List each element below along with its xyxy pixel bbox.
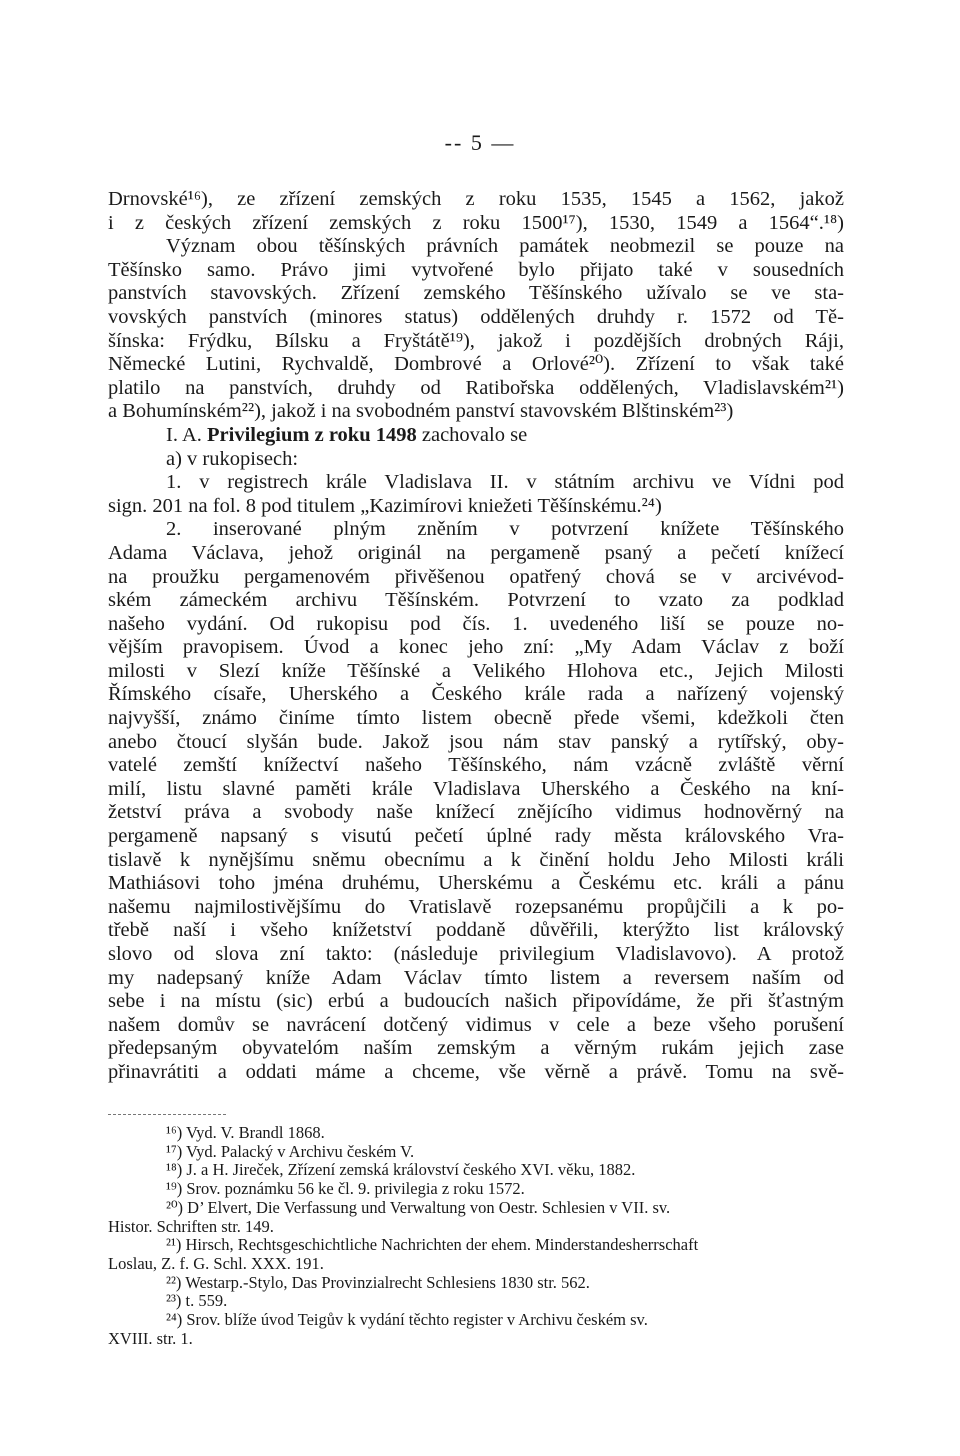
item-2-line: předepsaným obyvatelóm naším zemským a věrným rukám jejich zase bbox=[108, 1037, 844, 1060]
footnote-continuation: Loslau, Z. f. G. Schl. XXX. 191. bbox=[108, 1253, 324, 1273]
item-2-line: našeho vydání. Od rukopisu pod čís. 1. uvedeného liší se pouze no- bbox=[108, 612, 844, 635]
subheading-manuscripts: a) v rukopisech: bbox=[166, 447, 299, 470]
item-2-line: najvyšší, známo činíme tímto listem obecně přede všemi, kdežkoli čten bbox=[108, 707, 844, 730]
footnote: ¹⁶) Vyd. V. Brandl 1868. bbox=[166, 1123, 325, 1142]
item-2-line: milosti v Slezí kníže Těšínské a Velikého Hlohova etc., Jejich Milosti bbox=[108, 659, 844, 682]
item-2-line: Římského císaře, Uherského a Českého krále rada a nařízený vojenský bbox=[108, 683, 844, 706]
footnote: ¹⁷) Vyd. Palacký v Archivu českém V. bbox=[166, 1141, 415, 1161]
text-line: platilo na panstvích, druhdy od Ratibořska oddělených, Vladislavském²¹) bbox=[108, 376, 844, 399]
item-2-line: milí, listu slavné paměti krále Vladislava Uherského a Českého na kní- bbox=[108, 777, 844, 800]
text-line: i z českých zřízení zemských z roku 1500¹⁷), 1530, 1549 a 1564“.¹⁸) bbox=[108, 211, 844, 234]
heading-title: Privilegium z roku 1498 bbox=[207, 423, 417, 446]
item-2-line: žetství práva a svobody naše knížecí znějícího vidimus hodnověrný na bbox=[108, 801, 844, 824]
footnote: ²¹) Hirsch, Rechtsgeschichtliche Nachrichten der ehem. Minderstandesherrschaft bbox=[166, 1235, 699, 1255]
item-2-line: vějším pravopisem. Úvod a konec jeho zní: „My Adam Václav z boží bbox=[108, 636, 844, 659]
text-line: Německé Lutini, Rychvaldě, Dombrové a Orlové²⁰). Zřízení to však také bbox=[108, 353, 844, 376]
footnote-divider bbox=[108, 1114, 226, 1115]
item-2-line: našem domův se navrácení dotčený vidimus v cele a beze všeho porušení bbox=[108, 1013, 844, 1036]
item-2-line: pergameně napsaný s visutú pečetí úplné rady města královského Vra- bbox=[108, 825, 844, 848]
item-1-line: sign. 201 na fol. 8 pod titulem „Kazimírovi kniežeti Těšínskému.²⁴) bbox=[108, 494, 662, 517]
item-2-line: třebě naší i všeho knížetství poddaně důvěřili, kterýžto list královský bbox=[108, 919, 844, 942]
text-line: panstvích stavovských. Zřízení zemského Těšínského užívalo se ve sta- bbox=[108, 282, 844, 305]
item-2-line: na proužku pergamenovém přivěšenou opatřený chová se v arcivévod- bbox=[108, 565, 844, 588]
text-line: a Bohumínském²²), jakož i na svobodném panství stavovském Blštinském²³) bbox=[108, 400, 734, 423]
footnote: ²²) Westarp.-Stylo, Das Provinzialrecht Schlesiens 1830 str. 562. bbox=[166, 1272, 590, 1292]
item-2-line: my nadepsaný kníže Adam Václav tímto listem a reversem naším od bbox=[108, 966, 844, 989]
item-2-line: tislavě k nynějšímu sněmu obecnímu a k činění holdu Jeho Milosti králi bbox=[108, 848, 844, 871]
text-line: vovských panstvích (minores status) oddělených druhdy r. 1572 od Tě- bbox=[108, 305, 844, 328]
text-line: Těšínsko samo. Právo jimi vytvořené bylo přijato také v sousedních bbox=[108, 258, 844, 281]
footnotes bbox=[108, 1124, 844, 1348]
footnote-continuation: Histor. Schriften str. 149. bbox=[108, 1216, 274, 1236]
footnote: ¹⁸) J. a H. Jireček, Zřízení zemská království českého XVI. věku, 1882. bbox=[166, 1160, 636, 1180]
footnote: ¹⁹) Srov. poznámku 56 ke čl. 9. privilegia z roku 1572. bbox=[166, 1179, 525, 1199]
footnote: ²⁰) D’ Elvert, Die Verfassung und Verwaltung von Oestr. Schlesien v VII. sv. bbox=[166, 1197, 671, 1217]
item-2-line: vatelé zemští knížectví našeho Těšínského, nám vzácně zvláště věrní bbox=[108, 754, 844, 777]
item-2-line: přinavrátiti a oddati máme a chceme, vše věrně a právě. Tomu na svě- bbox=[108, 1060, 844, 1083]
item-2-line: Mathiásovi toho jména druhému, Uherskému a Českému etc. králi a pánu bbox=[108, 872, 844, 895]
page-number: -- 5 — bbox=[444, 130, 516, 155]
item-2-line: 2. inserované plným zněním v potvrzení knížete Těšínského bbox=[166, 518, 844, 541]
item-2-line: sebe i na místu (sic) erbú a budoucích našich připovídáme, že při šťastným bbox=[108, 990, 844, 1013]
item-2-line: ském zámeckém archivu Těšínském. Potvrzení to vzato za podklad bbox=[108, 589, 844, 612]
text-line: šínska: Frýdku, Bílsku a Fryštátě¹⁹), jakož i pozdějších drobných Ráji, bbox=[108, 329, 844, 352]
item-2-line: Adama Václava, jehož originál na pergameně psaný a pečetí knížecí bbox=[108, 541, 844, 564]
footnote-continuation: XVIII. str. 1. bbox=[108, 1328, 193, 1348]
heading-prefix: I. A. bbox=[166, 423, 202, 446]
heading-suffix: zachovalo se bbox=[421, 423, 528, 446]
item-2-line: našemu najmilostivějšímu do Vratislavě rozepsanému propůjčili a k po- bbox=[108, 895, 844, 918]
footnote: ²³) t. 559. bbox=[166, 1291, 228, 1311]
item-2-line: anebo čtoucí slyšán bude. Jakož jsou nám stav panský a rytířský, oby- bbox=[108, 730, 844, 753]
item-2-line: slovo od slova zní takto: (následuje privilegium Vladislavovo). A protož bbox=[108, 943, 844, 965]
text-line: Význam obou těšínských právních památek neobmezil se pouze na bbox=[166, 235, 844, 258]
text-line: Drnovské¹⁶), ze zřízení zemských z roku 1535, 1545 a 1562, jakož bbox=[108, 188, 844, 210]
footnote: ²⁴) Srov. blíže úvod Teigův k vydání těchto register v Archivu českém sv. bbox=[166, 1310, 648, 1330]
body-text bbox=[108, 188, 844, 1085]
section-heading bbox=[108, 424, 844, 448]
item-1-line: 1. v registrech krále Vladislava II. v státním archivu ve Vídni pod bbox=[166, 471, 844, 494]
